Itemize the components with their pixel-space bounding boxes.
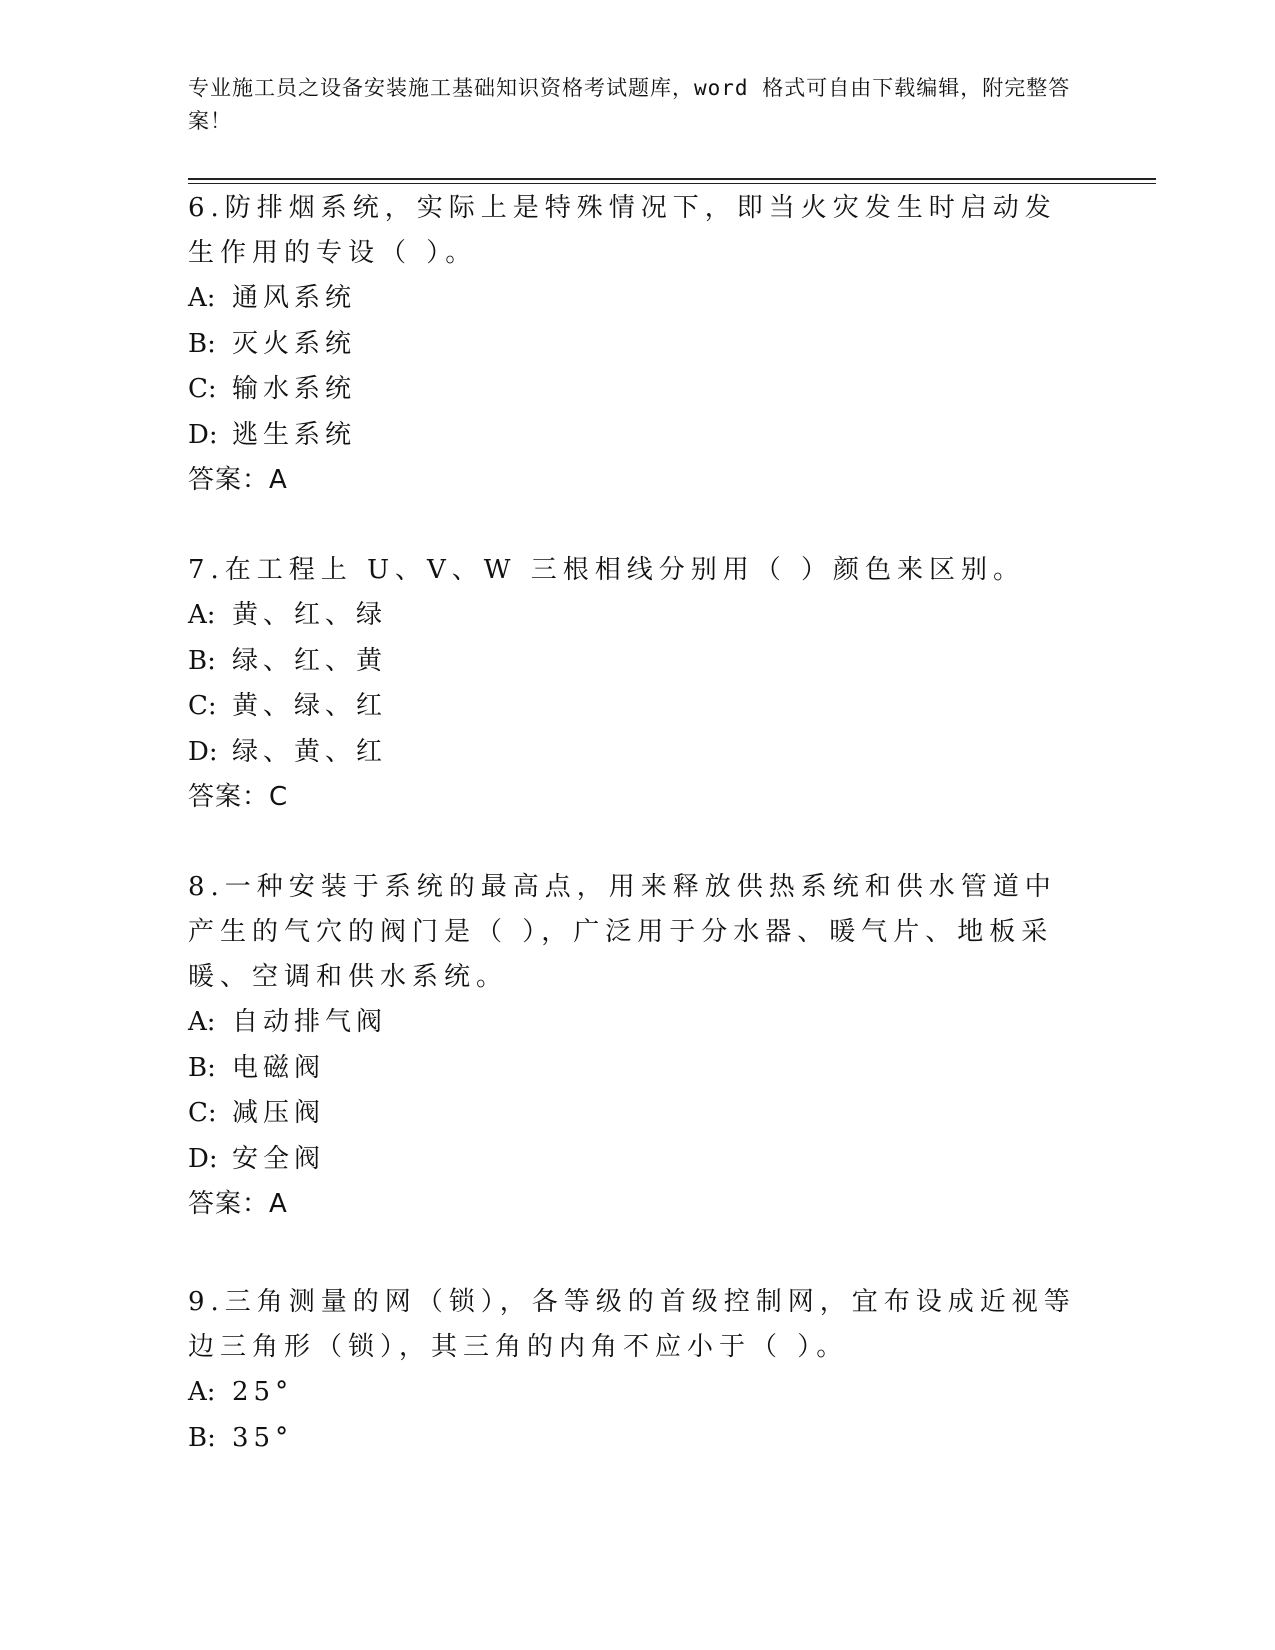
option-label: D: xyxy=(188,1143,218,1174)
option-text: 自动排气阀 xyxy=(232,1007,388,1037)
option-label: A: xyxy=(188,1377,216,1407)
option-b xyxy=(188,639,1088,685)
option-text: 减压阀 xyxy=(232,1098,326,1128)
option-c xyxy=(188,684,1088,730)
option-label: C: xyxy=(188,1098,217,1128)
option-d xyxy=(188,730,1088,776)
option-label: C: xyxy=(188,374,217,404)
option-text: 绿、黄、红 xyxy=(232,736,388,767)
option-text: 35° xyxy=(232,1422,294,1453)
question-stem: 8.一种安装于系统的最高点，用来释放供热系统和供水管道中产生的气穴的阀门是（ ），广泛用于分水器、暖气片、地板采暖、空调和供水系统。 xyxy=(188,872,1057,992)
option-label: A: xyxy=(188,600,216,630)
option-text: 通风系统 xyxy=(232,283,357,313)
option-b xyxy=(188,1416,1088,1462)
option-label: B: xyxy=(188,645,216,676)
option-label: B: xyxy=(188,1422,216,1453)
option-text: 黄、绿、红 xyxy=(232,691,388,721)
document-header: 专业施工员之设备安装施工基础知识资格考试题库，word 格式可自由下载编辑，附完整答案！ xyxy=(188,76,1071,133)
option-text: 输水系统 xyxy=(232,374,357,404)
option-label: D: xyxy=(188,736,218,767)
option-label: A: xyxy=(188,283,216,313)
option-text: 逃生系统 xyxy=(232,419,357,450)
header-divider-thin xyxy=(188,183,1156,184)
option-c xyxy=(188,367,1088,413)
question-7 xyxy=(188,548,1088,821)
option-text: 黄、红、绿 xyxy=(232,600,388,630)
option-label: B: xyxy=(188,328,216,359)
question-6 xyxy=(188,186,1088,504)
option-text: 电磁阀 xyxy=(232,1052,326,1083)
question-stem: 9.三角测量的网（锁），各等级的首级控制网，宜布设成近视等边三角形（锁），其三角的内角不应小于（ ）。 xyxy=(188,1287,1076,1362)
option-label: B: xyxy=(188,1052,216,1083)
header-divider-thick xyxy=(188,178,1156,180)
option-a xyxy=(188,1370,1088,1416)
question-9 xyxy=(188,1280,1088,1461)
option-text: 绿、红、黄 xyxy=(232,645,388,676)
option-label: A: xyxy=(188,1007,216,1037)
option-c xyxy=(188,1091,1088,1137)
option-b xyxy=(188,1046,1088,1092)
option-b xyxy=(188,322,1088,368)
option-text: 25° xyxy=(232,1377,294,1407)
option-text: 灭火系统 xyxy=(232,328,357,359)
option-a xyxy=(188,276,1088,322)
question-8 xyxy=(188,865,1088,1228)
question-stem: 7.在工程上 U、V、W 三根相线分别用（ ）颜色来区别。 xyxy=(188,555,1026,585)
question-stem: 6.防排烟系统，实际上是特殊情况下，即当火灾发生时启动发生作用的专设（ ）。 xyxy=(188,193,1057,268)
option-a xyxy=(188,1000,1088,1046)
option-text: 安全阀 xyxy=(232,1143,326,1174)
option-label: D: xyxy=(188,419,218,450)
answer: 答案：A xyxy=(188,465,288,495)
option-d xyxy=(188,413,1088,459)
option-label: C: xyxy=(188,691,217,721)
answer: 答案：C xyxy=(188,782,289,812)
answer: 答案：A xyxy=(188,1189,288,1219)
option-a xyxy=(188,593,1088,639)
option-d xyxy=(188,1137,1088,1183)
